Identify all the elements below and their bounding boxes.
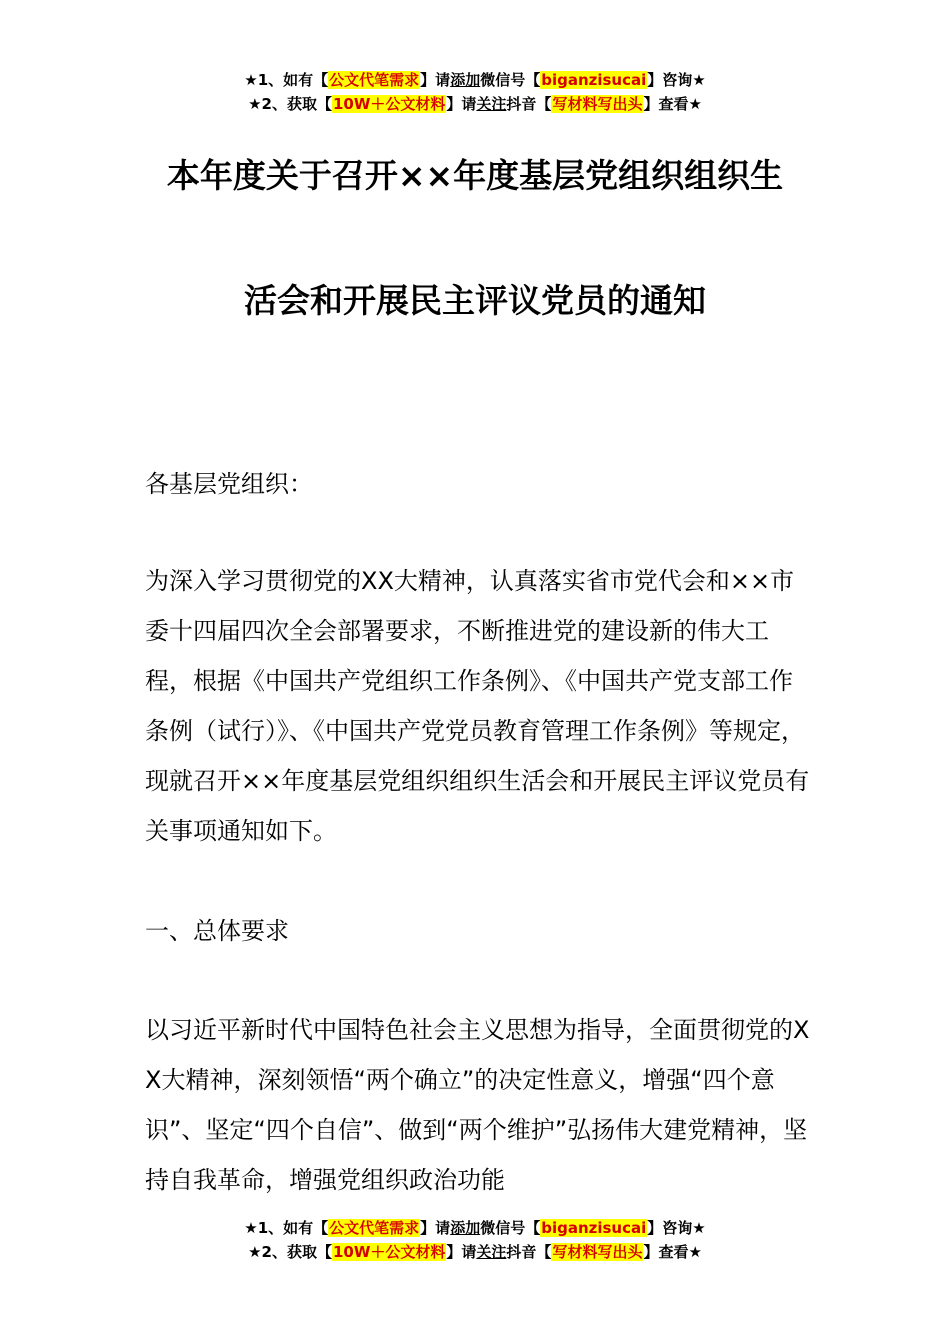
- highlight-materials: 10W＋公文材料: [332, 1243, 446, 1261]
- document-title-line-1: 本年度关于召开××年度基层党组织组织生: [166, 156, 784, 195]
- banner-text: ★1、如有【: [244, 1219, 329, 1237]
- banner-text: 】请: [446, 1243, 477, 1261]
- banner-line-1: [0, 68, 950, 92]
- banner-text: 】请: [420, 71, 451, 89]
- header-banner: [0, 68, 950, 116]
- banner-text: ★2、获取【: [248, 95, 332, 113]
- underlined-text: 关注: [476, 1243, 507, 1261]
- body-paragraph-intro: 为深入学习贯彻党的XX大精神，认真落实省市党代会和××市委十四届四次全会部署要求，不断推进党的建设新的伟大工程，根据《中国共产党组织工作条例》、《中国共产党支部工作条例（试行）》、《中国共产党党员教育管理工作条例》等规定，现就召开××年度基层党组织组织生活会和开展民主评议党员有关事项通知如下。: [145, 567, 810, 845]
- highlight-service: 公文代笔需求: [329, 1219, 420, 1237]
- banner-text: 抖音【: [506, 1243, 552, 1261]
- banner-line-2: [0, 92, 950, 116]
- highlight-douyin-account: 写材料写出头: [552, 95, 643, 113]
- footer-banner: [0, 1216, 950, 1264]
- banner-text: 】请: [420, 1219, 451, 1237]
- banner-text: ★1、如有【: [244, 71, 329, 89]
- banner-text: ★2、获取【: [248, 1243, 332, 1261]
- section-heading-general-requirements: 一、总体要求: [145, 917, 289, 945]
- underlined-text: 关注: [476, 95, 507, 113]
- banner-text: 】查看★: [643, 1243, 702, 1261]
- highlight-wechat-id: biganzisucai: [541, 1219, 647, 1237]
- body-paragraph-requirements: 以习近平新时代中国特色社会主义思想为指导，全面贯彻党的XX大精神，深刻领悟“两个确立”的决定性意义，增强“四个意识”、坚定“四个自信”、做到“两个维护”弘扬伟大建党精神，坚持自我革命，增强党组织政治功能: [145, 1016, 810, 1194]
- salutation: 各基层党组织：: [145, 470, 313, 498]
- banner-text: 微信号【: [480, 1219, 541, 1237]
- banner-text: 】咨询★: [647, 71, 706, 89]
- underlined-text: 添加: [450, 1219, 481, 1237]
- banner-line-2: [0, 1240, 950, 1264]
- highlight-wechat-id: biganzisucai: [541, 71, 647, 89]
- highlight-douyin-account: 写材料写出头: [552, 1243, 643, 1261]
- document-title-line-2: 活会和开展民主评议党员的通知: [244, 281, 706, 320]
- banner-text: 】咨询★: [647, 1219, 706, 1237]
- highlight-materials: 10W＋公文材料: [332, 95, 446, 113]
- banner-text: 微信号【: [480, 71, 541, 89]
- highlight-service: 公文代笔需求: [329, 71, 420, 89]
- banner-text: 】查看★: [643, 95, 702, 113]
- underlined-text: 添加: [450, 71, 481, 89]
- banner-text: 抖音【: [506, 95, 552, 113]
- banner-line-1: [0, 1216, 950, 1240]
- banner-text: 】请: [446, 95, 477, 113]
